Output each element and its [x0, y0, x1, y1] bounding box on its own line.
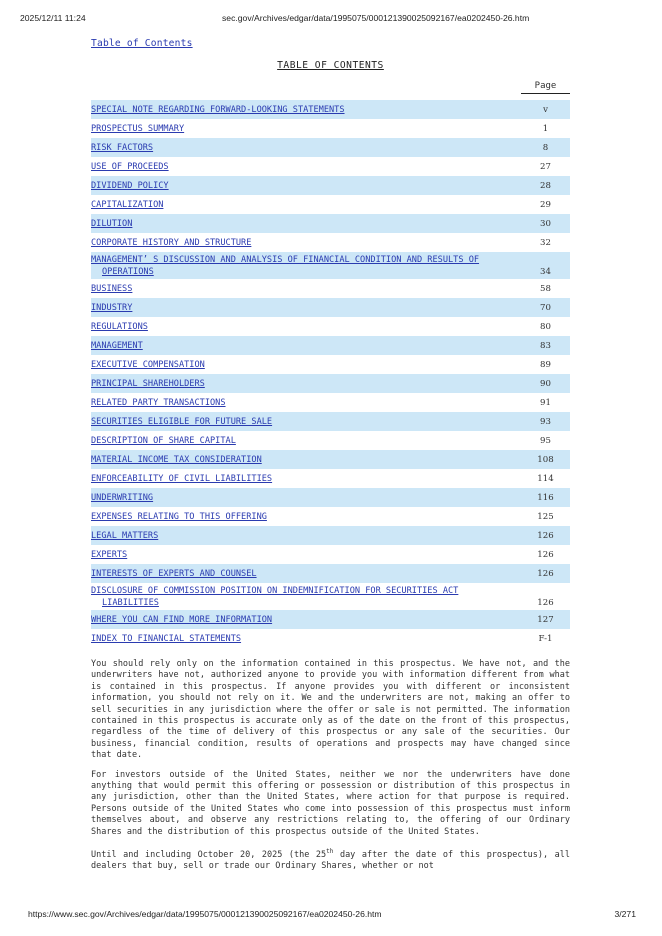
toc-entry-label: LEGAL MATTERS: [91, 530, 159, 541]
print-header: [0, 13, 662, 27]
toc-row: [91, 507, 570, 526]
toc-page-number: 1: [542, 123, 549, 134]
document-body: [91, 38, 570, 873]
toc-entry-link[interactable]: [91, 303, 132, 313]
toc-entry: [91, 138, 521, 157]
toc-entry: [91, 100, 521, 119]
toc-page-number: 28: [521, 176, 570, 195]
toc-row: [91, 629, 570, 648]
toc-entry-link[interactable]: [91, 531, 158, 541]
toc-row: [91, 469, 570, 488]
toc-entry-label: PROSPECTUS SUMMARY: [91, 123, 185, 134]
toc-entry-label: RELATED PARTY TRANSACTIONS: [91, 397, 226, 408]
toc-page-number: F-1: [538, 633, 553, 644]
toc-page-number: 93: [521, 412, 570, 431]
toc-entry-link[interactable]: [91, 398, 226, 408]
toc-page-number: 116: [521, 488, 570, 507]
toc-page-number: 34: [521, 252, 570, 279]
toc-page-number: 126: [521, 526, 570, 545]
toc-entry-link[interactable]: [91, 200, 163, 210]
toc-row: [91, 488, 570, 507]
toc-entry-link[interactable]: [91, 322, 148, 332]
toc-entry-link[interactable]: [91, 341, 143, 351]
print-header-url: sec.gov/Archives/edgar/data/1995075/000121390025092167/ea0202450-26.htm: [222, 13, 530, 23]
toc-entry: [91, 214, 521, 233]
paragraph-reliance: You should rely only on the information contained in this prospectus. We have not, and the underwriters have not, authorized anyone to provide you with information different from what is contained in this prospectus. If anyone provides you with different or inconsistent information, you should not rely on it. We and the underwriters are not, making an offer to sell securities in any jurisdiction where the offer or sale is not permitted. The information contained in this prospectus is accurate only as of the date on the front of this prospectus, regardless of the time of delivery of this prospectus or any sale of the securities. Our business, financial condition, results of operations and prospects may have changed since that date.: [91, 659, 570, 761]
toc-entry-label: DISCLOSURE OF COMMISSION POSITION ON INDEMNIFICATION FOR SECURITIES ACT: [91, 585, 459, 596]
toc-entry-link[interactable]: [91, 615, 272, 625]
toc-entry: [91, 279, 521, 298]
toc-entry-label: EXPERTS: [91, 549, 128, 560]
toc-entry-label: RISK FACTORS: [91, 142, 154, 153]
toc-entry: [91, 252, 521, 279]
toc-entry: [91, 157, 521, 176]
toc-title: TABLE OF CONTENTS: [277, 60, 384, 71]
toc-page-number: 126: [521, 564, 570, 583]
toc-page-number: v: [521, 100, 570, 119]
toc-entry: [91, 355, 521, 374]
paragraph-dealers: [91, 846, 570, 873]
toc-entry-label: PRINCIPAL SHAREHOLDERS: [91, 378, 205, 389]
toc-row: [91, 279, 570, 298]
toc-entry-label: INDUSTRY: [91, 302, 133, 313]
toc-row: [91, 450, 570, 469]
toc-row: [91, 393, 570, 412]
toc-entry: [91, 488, 521, 507]
toc-entry-label: MANAGEMENT’ S DISCUSSION AND ANALYSIS OF FINANCIAL CONDITION AND RESULTS OF: [91, 254, 480, 265]
toc-entry-link[interactable]: [91, 436, 236, 446]
toc-entry: [91, 119, 521, 138]
toc-entry: [91, 393, 521, 412]
toc-entry: [91, 298, 521, 317]
toc-entry-link[interactable]: [91, 162, 169, 172]
toc-entry-label: INDEX TO FINANCIAL STATEMENTS: [91, 633, 242, 644]
toc-table: [91, 100, 570, 648]
toc-entry-link[interactable]: [91, 569, 257, 579]
toc-entry: [91, 374, 521, 393]
toc-row: [91, 119, 570, 138]
toc-entry: [91, 629, 521, 648]
toc-entry-link[interactable]: [91, 360, 205, 370]
toc-entry: [91, 233, 521, 252]
toc-row: [91, 610, 570, 629]
toc-page-number: 83: [521, 336, 570, 355]
toc-entry-link[interactable]: [91, 417, 272, 427]
toc-page-number: 32: [540, 237, 551, 248]
toc-row: [91, 431, 570, 450]
toc-entry-link[interactable]: [91, 586, 458, 608]
toc-page-number: 89: [540, 359, 551, 370]
toc-row: [91, 100, 570, 119]
toc-row: [91, 355, 570, 374]
toc-row: [91, 214, 570, 233]
toc-page-number: 27: [540, 161, 551, 172]
toc-page-number: 127: [521, 610, 570, 629]
toc-entry-label: UNDERWRITING: [91, 492, 154, 503]
toc-entry-label: USE OF PROCEEDS: [91, 161, 169, 172]
toc-entry-label: INTERESTS OF EXPERTS AND COUNSEL: [91, 568, 257, 579]
toc-page-number: 126: [537, 549, 554, 560]
toc-entry: [91, 317, 521, 336]
toc-page-number: 80: [540, 321, 551, 332]
toc-entry: [91, 610, 521, 629]
toc-entry-link[interactable]: [91, 143, 153, 153]
toc-entry-link[interactable]: [91, 105, 345, 115]
toc-entry-link[interactable]: [91, 493, 153, 503]
toc-entry-label: REGULATIONS: [91, 321, 148, 332]
toc-page-number: 58: [540, 283, 551, 294]
toc-entry-label: DIVIDEND POLICY: [91, 180, 169, 191]
toc-row: [91, 317, 570, 336]
toc-entry-label: EXECUTIVE COMPENSATION: [91, 359, 205, 370]
toc-row: [91, 564, 570, 583]
toc-page-number: 108: [521, 450, 570, 469]
toc-entry: [91, 545, 521, 564]
page-column-header: Page: [521, 81, 570, 94]
toc-entry: [91, 336, 521, 355]
toc-entry: [91, 176, 521, 195]
ordinal-suffix: th: [326, 848, 334, 856]
toc-row: [91, 157, 570, 176]
toc-header-row: [91, 81, 570, 97]
toc-entry-link[interactable]: [91, 181, 169, 191]
print-footer: [0, 909, 662, 923]
toc-entry-link[interactable]: [91, 634, 241, 644]
toc-page-number: 114: [537, 473, 554, 484]
toc-entry: [91, 564, 521, 583]
toc-row: [91, 138, 570, 157]
toc-entry-label: CORPORATE HISTORY AND STRUCTURE: [91, 237, 252, 248]
toc-page-number: 90: [521, 374, 570, 393]
toc-row: [91, 336, 570, 355]
paragraph-dealers-before: Until and including October 20, 2025 (the 25: [91, 849, 327, 860]
toc-row: [91, 374, 570, 393]
toc-page-number: 29: [540, 199, 551, 210]
toc-entry: [91, 450, 521, 469]
toc-entry-link[interactable]: [91, 474, 272, 484]
toc-entry-label: DILUTION: [91, 218, 133, 229]
toc-entry: [91, 431, 521, 450]
toc-entry-label: MANAGEMENT: [91, 340, 143, 351]
toc-entry-link[interactable]: [91, 284, 132, 294]
toc-row: [91, 195, 570, 214]
toc-entry-label: MATERIAL INCOME TAX CONSIDERATION: [91, 454, 262, 465]
toc-entry-label: WHERE YOU CAN FIND MORE INFORMATION: [91, 614, 273, 625]
toc-entry-link[interactable]: [91, 255, 479, 277]
toc-entry: [91, 469, 521, 488]
toc-page-number: 70: [521, 298, 570, 317]
toc-page-number: 125: [537, 511, 554, 522]
toc-row: [91, 252, 570, 279]
toc-entry-link[interactable]: [91, 455, 262, 465]
toc-entry-label: BUSINESS: [91, 283, 133, 294]
toc-entry-label: EXPENSES RELATING TO THIS OFFERING: [91, 511, 267, 522]
toc-entry-label: CAPITALIZATION: [91, 199, 164, 210]
toc-row: [91, 412, 570, 431]
toc-page-number: 95: [540, 435, 551, 446]
toc-entry-label: SECURITIES ELIGIBLE FOR FUTURE SALE: [91, 416, 273, 427]
toc-row: [91, 545, 570, 564]
toc-row: [91, 298, 570, 317]
toc-entry: [91, 412, 521, 431]
table-of-contents-link[interactable]: Table of Contents: [91, 38, 193, 49]
toc-row: [91, 583, 570, 610]
toc-page-number: 30: [521, 214, 570, 233]
toc-entry-link[interactable]: [91, 124, 184, 134]
toc-row: [91, 176, 570, 195]
print-datetime: 2025/12/11 11:24: [20, 13, 86, 23]
toc-entry-label-continued: OPERATIONS: [102, 266, 154, 277]
toc-entry-label-continued: LIABILITIES: [102, 597, 159, 608]
print-page-number: 3/271: [614, 909, 636, 919]
toc-page-number: 91: [540, 397, 551, 408]
toc-entry-link[interactable]: [91, 238, 251, 248]
toc-entry-link[interactable]: [91, 379, 205, 389]
toc-entry: [91, 526, 521, 545]
toc-page-number: 8: [521, 138, 570, 157]
toc-entry-label: SPECIAL NOTE REGARDING FORWARD-LOOKING STATEMENTS: [91, 104, 345, 115]
toc-entry-label: ENFORCEABILITY OF CIVIL LIABILITIES: [91, 473, 273, 484]
toc-entry-link[interactable]: [91, 512, 267, 522]
toc-row: [91, 233, 570, 252]
toc-page-number: 126: [537, 598, 554, 608]
toc-row: [91, 526, 570, 545]
toc-entry-label: DESCRIPTION OF SHARE CAPITAL: [91, 435, 236, 446]
toc-entry: [91, 583, 521, 610]
print-footer-url: https://www.sec.gov/Archives/edgar/data/1995075/000121390025092167/ea0202450-26.htm: [28, 909, 382, 919]
toc-entry-link[interactable]: [91, 550, 127, 560]
paragraph-dealers-after: day after the date of this prospectus), all dealers that buy, sell or trade our Ordinary Shares, whether or not: [91, 849, 570, 872]
toc-entry: [91, 507, 521, 526]
toc-entry-link[interactable]: [91, 219, 132, 229]
paragraph-investors-outside-us: For investors outside of the United States, neither we nor the underwriters have done anything that would permit this offering or possession or distribution of this prospectus in any jurisdiction, other than the United States, where action for that purpose is required. Persons outside of the United States who come into possession of this prospectus must inform themselves about, and observe any restrictions relating to, the offering of our Ordinary Shares and the distribution of this prospectus outside of the United States.: [91, 769, 570, 837]
toc-entry: [91, 195, 521, 214]
